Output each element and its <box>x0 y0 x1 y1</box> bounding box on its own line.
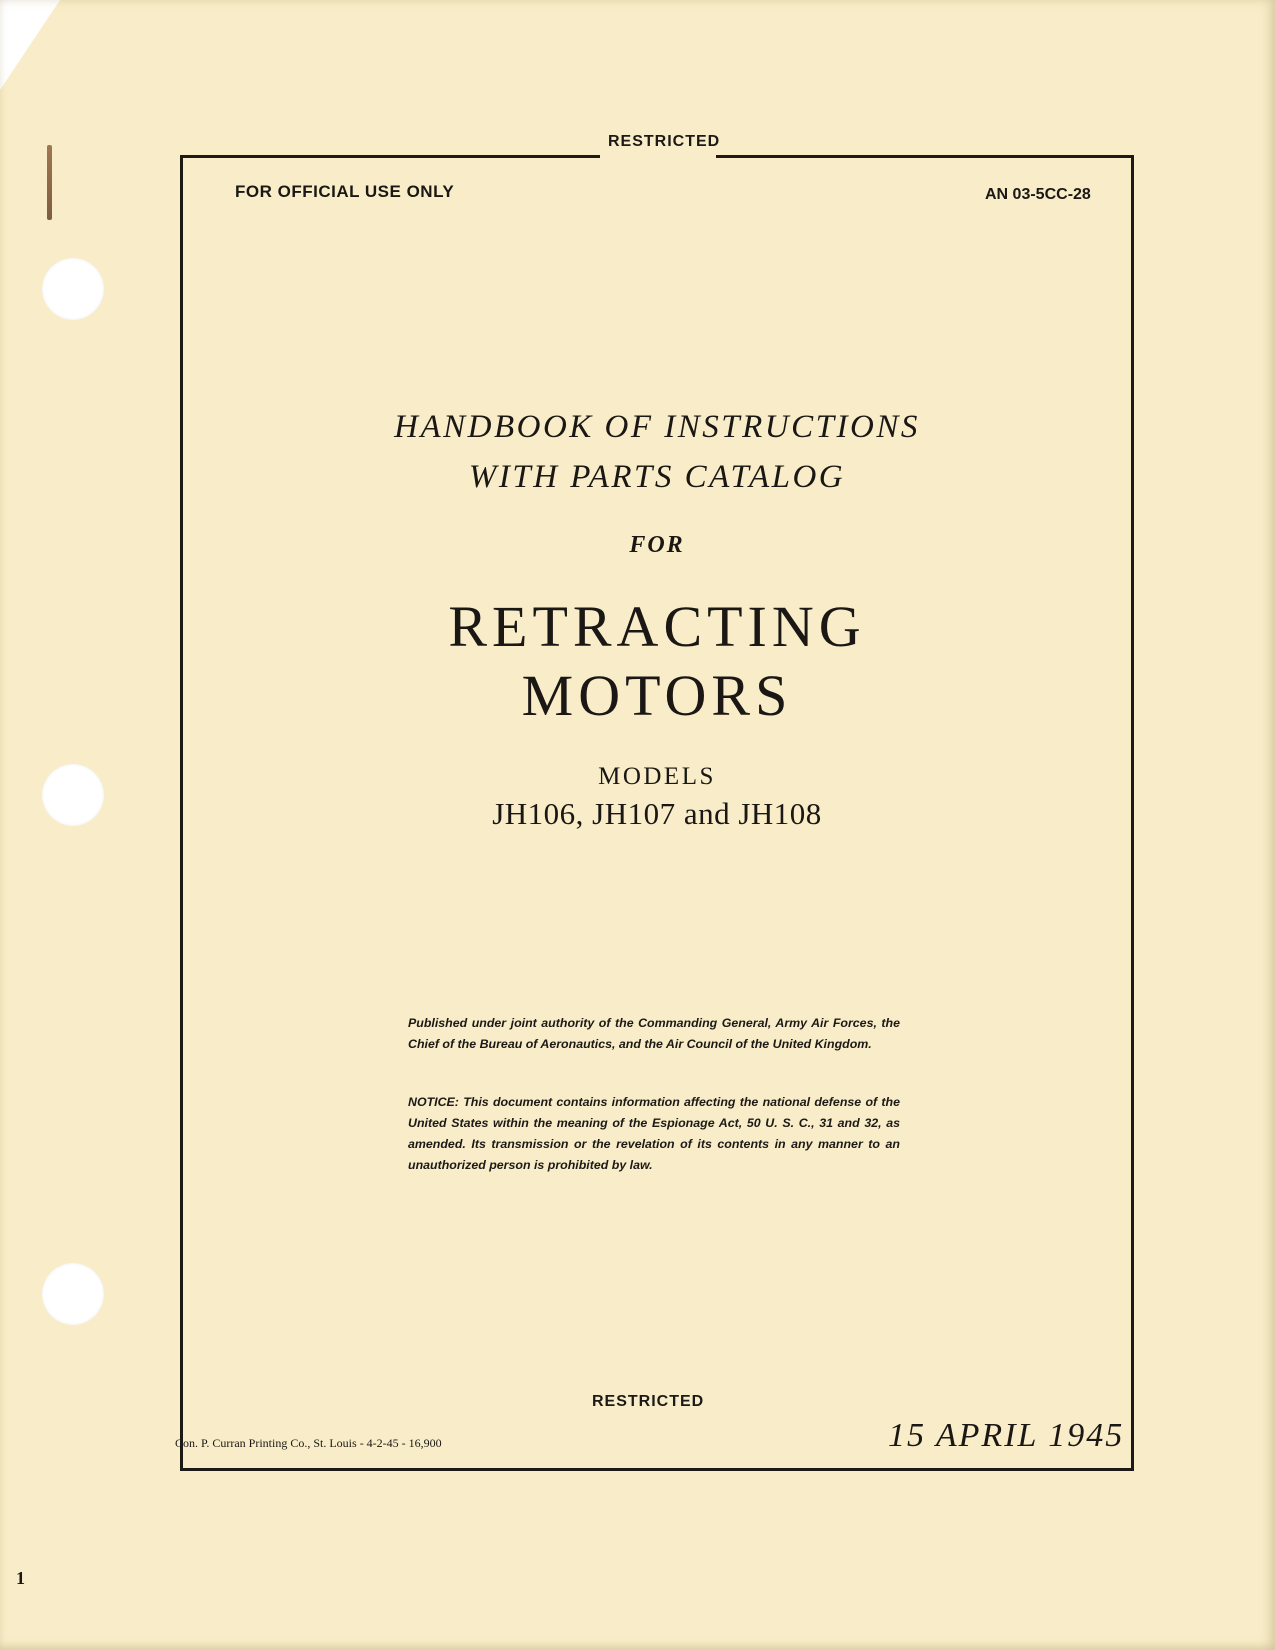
restricted-bottom-label: RESTRICTED <box>588 1393 708 1411</box>
official-use-label: FOR OFFICIAL USE ONLY <box>235 182 455 201</box>
title-line-2: WITH PARTS CATALOG <box>468 459 846 495</box>
subject-line-1: RETRACTING <box>448 594 866 659</box>
notice-paragraph: NOTICE: This document contains information affecting the national defense of the United States within the meaning of the Espionage Act, 50 U. S. C., 31 and 32, as amended. Its transmission or the revelation of its contents in any manner to an unauthorized person is prohibited by law. <box>408 1095 900 1172</box>
title-for: FOR <box>629 532 685 558</box>
models-label: MODELS <box>598 763 716 790</box>
staple-mark <box>47 145 52 220</box>
title-line-1: HANDBOOK OF INSTRUCTIONS <box>394 409 920 445</box>
subject-line-2: MOTORS <box>521 663 793 728</box>
restricted-top-label: RESTRICTED <box>604 133 724 151</box>
folded-corner <box>0 0 60 90</box>
document-number: AN 03-5CC-28 <box>985 186 1091 203</box>
frame-top-line-right <box>716 155 1134 158</box>
page-number: 1 <box>16 1568 25 1588</box>
punch-hole <box>42 258 104 320</box>
punch-hole <box>42 764 104 826</box>
models-list: JH106, JH107 and JH108 <box>492 796 822 831</box>
printer-imprint: Con. P. Curran Printing Co., St. Louis - 4-2-45 - 16,900 <box>175 1436 442 1450</box>
authority-paragraph: Published under joint authority of the Commanding General, Army Air Forces, the Chief of the Bureau of Aeronautics, and the Air Council of the United Kingdom. <box>408 1016 900 1051</box>
frame-top-line-left <box>180 155 600 158</box>
punch-hole <box>42 1263 104 1325</box>
publication-date: 15 APRIL 1945 <box>888 1417 1125 1454</box>
